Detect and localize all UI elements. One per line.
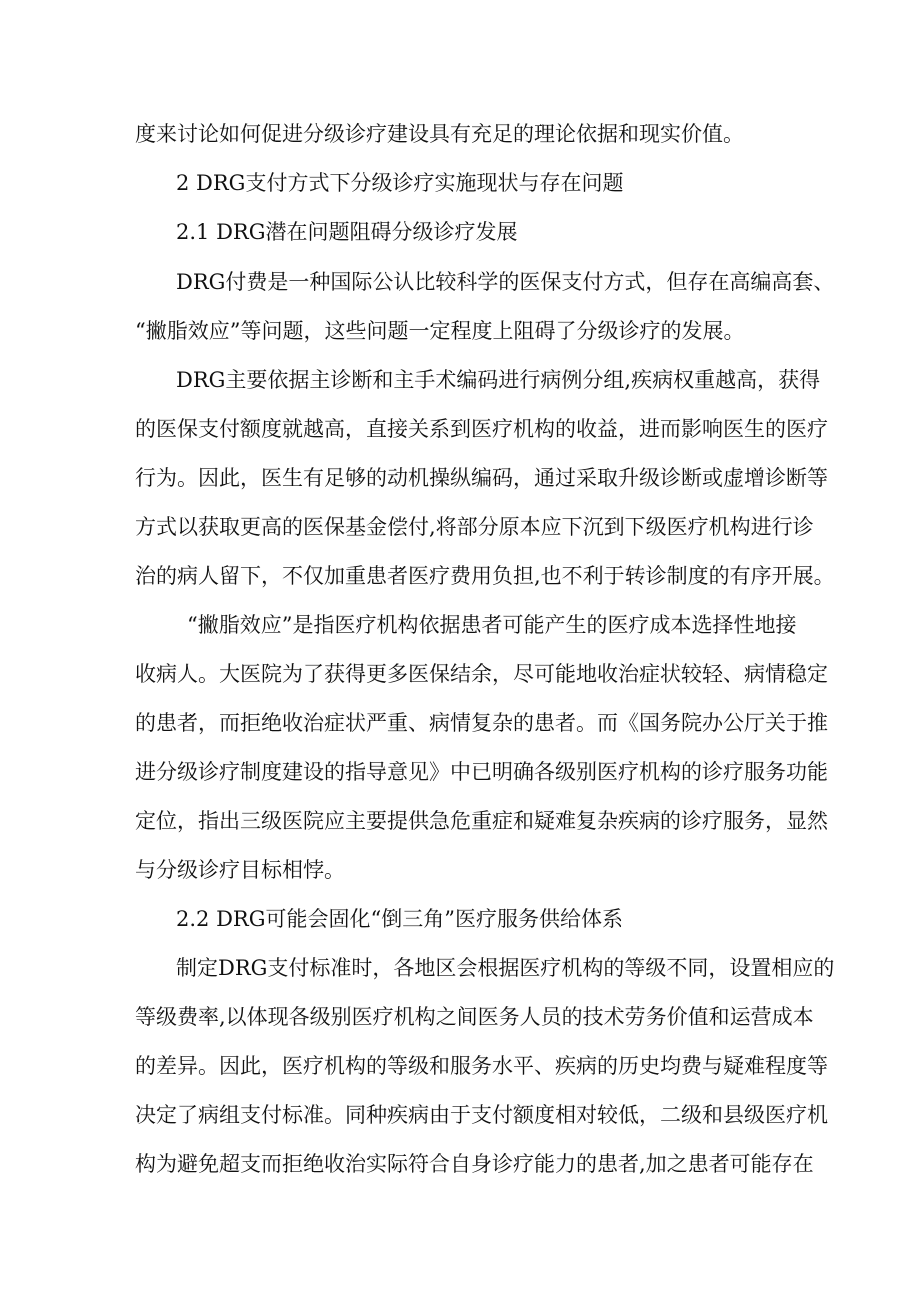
subsection-heading: 2.2 DRG可能会固化“倒三角”医疗服务供给体系 <box>176 907 623 931</box>
paragraph-line: 决定了病组支付标准。同种疾病由于支付额度相对较低，二级和县级医疗机 <box>135 1103 828 1127</box>
paragraph-line: “撇脂效应”是指医疗机构依据患者可能产生的医疗成本选择性地接 <box>187 613 797 637</box>
subsection-heading: 2.1 DRG潜在问题阻碍分级诊疗发展 <box>176 220 518 244</box>
paragraph-line: 制定DRG支付标准时，各地区会根据医疗机构的等级不同，设置相应的 <box>176 956 835 980</box>
paragraph-line: 治的病人留下，不仅加重患者医疗费用负担,也不利于转诊制度的有序开展。 <box>135 564 835 588</box>
paragraph-line: 等级费率,以体现各级别医疗机构之间医务人员的技术劳务价值和运营成本 <box>135 1005 814 1029</box>
paragraph-line: 方式以获取更高的医保基金偿付,将部分原本应下沉到下级医疗机构进行诊 <box>135 515 814 539</box>
paragraph-line: “撇脂效应”等问题，这些问题一定程度上阻碍了分级诊疗的发展。 <box>135 319 745 343</box>
paragraph-line: 与分级诊疗目标相悖。 <box>135 858 345 882</box>
paragraph-line: 行为。因此，医生有足够的动机操纵编码，通过采取升级诊断或虚增诊断等 <box>135 466 828 490</box>
paragraph-line: 的医保支付额度就越高，直接关系到医疗机构的收益，进而影响医生的医疗 <box>135 417 828 441</box>
paragraph-line: 的患者，而拒绝收治症状严重、病情复杂的患者。而《国务院办公厅关于推 <box>135 711 828 735</box>
paragraph-line: 构为避免超支而拒绝收治实际符合自身诊疗能力的患者,加之患者可能存在 <box>135 1152 814 1176</box>
section-heading: 2 DRG支付方式下分级诊疗实施现状与存在问题 <box>176 171 624 195</box>
paragraph-line: 收病人。大医院为了获得更多医保结余，尽可能地收治症状较轻、病情稳定 <box>135 662 828 686</box>
paragraph-line: DRG主要依据主诊断和主手术编码进行病例分组,疾病权重越高，获得 <box>176 368 821 392</box>
paragraph-line: 的差异。因此，医疗机构的等级和服务水平、疾病的历史均费与疑难程度等 <box>135 1054 828 1078</box>
paragraph-line: DRG付费是一种国际公认比较科学的医保支付方式，但存在高编高套、 <box>176 270 835 294</box>
paragraph-line: 定位，指出三级医院应主要提供急危重症和疑难复杂疾病的诊疗服务，显然 <box>135 809 828 833</box>
paragraph-line: 度来讨论如何促进分级诊疗建设具有充足的理论依据和现实价值。 <box>135 122 744 146</box>
paragraph-line: 进分级诊疗制度建设的指导意见》中已明确各级别医疗机构的诊疗服务功能 <box>135 760 828 784</box>
